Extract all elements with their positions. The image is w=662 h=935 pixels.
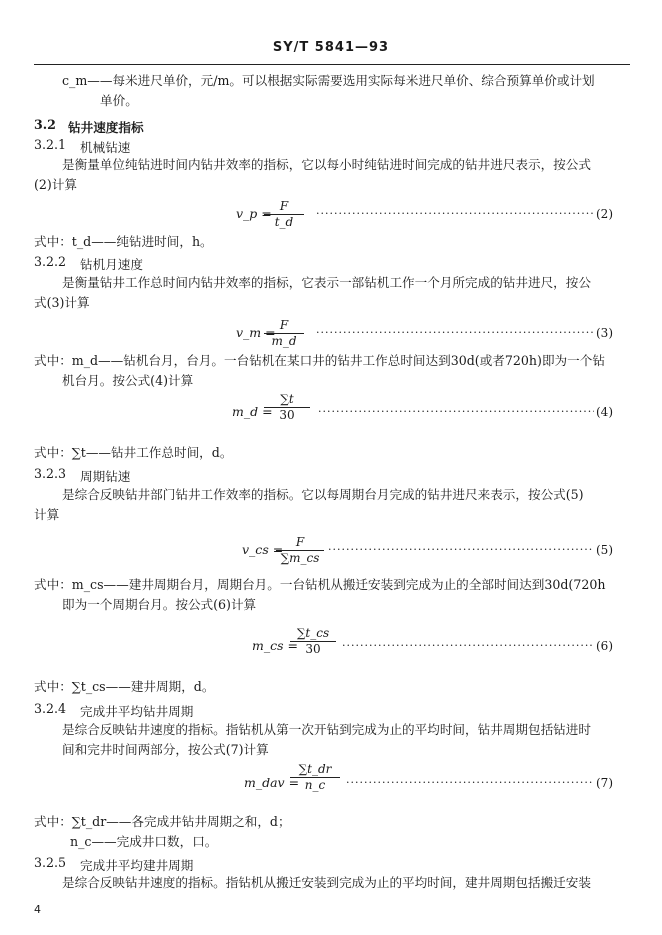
eq4-number: (4) (596, 405, 613, 419)
eq3-lhs: v_m = (236, 325, 276, 340)
page-header: SY/T 5841—93 (272, 40, 390, 55)
section-3-2-2-number: 3.2.2 (34, 254, 67, 269)
section-3-2-3-number: 3.2.3 (34, 466, 67, 481)
eq4-lhs: m_d = (232, 404, 273, 419)
s324-paragraph-line2: 间和完井时间两部分，按公式(7)计算 (62, 742, 269, 757)
eq3-numerator: F (279, 318, 289, 332)
eq2-lhs: v_p = (236, 206, 272, 221)
eq7-number: (7) (596, 776, 613, 790)
s323-paragraph-line2: 计算 (34, 507, 60, 522)
section-3-2-title: 钻井速度指标 (68, 120, 144, 135)
s325-paragraph-line1: 是综合反映钻井速度的指标。指钻机从搬迁安装到完成为止的平均时间，建井周期包括搬迁安装 (62, 875, 591, 890)
eq7-numerator: ∑t_dr (298, 762, 332, 776)
eq6-fraction (290, 626, 336, 657)
eq3-denominator: m_d (271, 334, 297, 348)
eq4-leader-dots (318, 405, 594, 419)
eq2-number: (2) (596, 207, 613, 221)
eq6-denominator: 30 (305, 642, 321, 656)
s321-paragraph-line2: (2)计算 (34, 177, 78, 192)
eq5-numerator: F (295, 535, 305, 549)
eq2-denominator: t_d (274, 215, 294, 229)
eq7-lhs: m_dav = (244, 775, 300, 790)
eq3-leader-dots (316, 326, 594, 340)
eq2-leader-dots (316, 207, 594, 221)
section-3-2-number: 3.2 (34, 117, 56, 132)
s323-where-line2: 即为一个周期台月。按公式(6)计算 (62, 597, 257, 612)
section-3-2-1-title: 机械钻速 (80, 140, 131, 155)
section-3-2-3-title: 周期钻速 (80, 469, 131, 484)
cm-definition-line2: 单价。 (100, 93, 138, 108)
eq3-fraction (264, 318, 304, 349)
s322-paragraph-line1: 是衡量钻井工作总时间内钻井效率的指标，它表示一部钻机工作一个月所完成的钻井进尺，按公 (62, 275, 591, 290)
eq7-fraction (290, 762, 340, 793)
s322-where4: 式中：∑t——钻井工作总时间，d。 (34, 445, 233, 460)
s324-where-line2: n_c——完成井口数，口。 (70, 834, 218, 849)
cm-definition-line1: c_m——每米进尺单价，元/m。可以根据实际需要选用实际每米进尺单价、综合预算单价或计划 (62, 73, 595, 88)
s322-where-line1: 式中：m_d——钻机台月，台月。一台钻机在某口井的钻井工作总时间达到30d(或者720h)即为一个钻 (34, 353, 605, 368)
eq6-numerator: ∑t_cs (296, 626, 330, 640)
eq4-numerator: ∑t (280, 392, 294, 406)
s324-paragraph-line1: 是综合反映钻井速度的指标。指钻机从第一次开钻到完成为止的平均时间，钻井周期包括钻进时 (62, 722, 591, 737)
section-3-2-4-title: 完成井平均钻井周期 (80, 704, 194, 719)
section-3-2-5-number: 3.2.5 (34, 855, 67, 870)
eq5-denominator: ∑m_cs (280, 551, 320, 565)
eq4-denominator: 30 (279, 408, 295, 422)
s323-where6: 式中：∑t_cs——建井周期，d。 (34, 679, 215, 694)
eq2-numerator: F (279, 199, 289, 213)
section-3-2-4-number: 3.2.4 (34, 701, 67, 716)
eq6-leader-dots (342, 639, 592, 653)
eq5-number: (5) (596, 543, 613, 557)
s323-paragraph-line1: 是综合反映钻井部门钻井工作效率的指标。它以每周期台月完成的钻井进尺来表示，按公式(5) (62, 487, 584, 502)
eq5-fraction (276, 535, 324, 566)
eq2-fraction (264, 199, 304, 230)
eq3-number: (3) (596, 326, 613, 340)
eq6-number: (6) (596, 639, 613, 653)
s321-where: 式中：t_d——纯钻进时间，h。 (34, 234, 213, 249)
s323-where-line1: 式中：m_cs——建井周期台月，周期台月。一台钻机从搬迁安装到完成为止的全部时间达到30d(720h (34, 577, 606, 592)
header-rule (34, 64, 630, 65)
eq6-lhs: m_cs = (252, 638, 298, 653)
eq5-leader-dots (328, 543, 592, 557)
section-3-2-5-title: 完成井平均建井周期 (80, 858, 194, 873)
s324-where-line1: 式中：∑t_dr——各完成井钻井周期之和，d； (34, 814, 291, 829)
section-3-2-1-number: 3.2.1 (34, 137, 67, 152)
eq7-denominator: n_c (304, 778, 326, 792)
eq7-leader-dots (346, 776, 592, 790)
s321-paragraph-line1: 是衡量单位纯钻进时间内钻井效率的指标，它以每小时纯钻进时间完成的钻井进尺表示，按公式 (62, 157, 591, 172)
eq5-lhs: v_cs = (242, 542, 284, 557)
page-number: 4 (34, 903, 41, 916)
section-3-2-2-title: 钻机月速度 (80, 257, 143, 272)
s322-paragraph-line2: 式(3)计算 (34, 295, 90, 310)
eq4-fraction (264, 392, 310, 423)
s322-where-line2: 机台月。按公式(4)计算 (62, 373, 194, 388)
